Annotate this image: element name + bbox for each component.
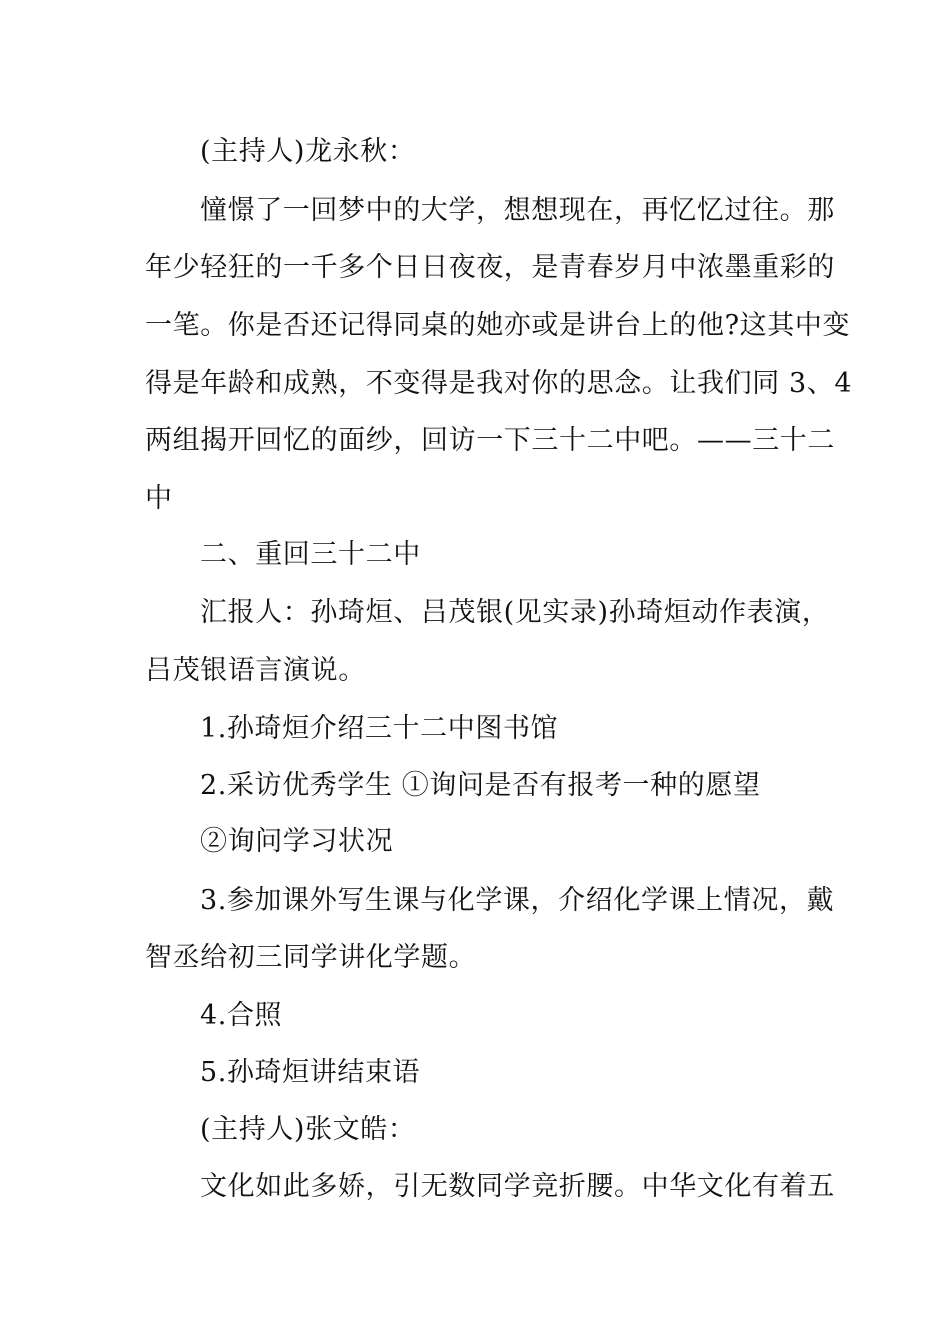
paragraph-line: 吕茂银语言演说。 (145, 655, 366, 686)
host-heading-zhang-wenhao: (主持人)张文皓： (200, 1114, 416, 1145)
section-heading: 二、重回三十二中 (200, 539, 421, 570)
paragraph-line: 年少轻狂的一千多个日日夜夜，是青春岁月中浓墨重彩的 (145, 252, 835, 283)
list-item: 2.采访优秀学生 ①询问是否有报考一种的愿望 (200, 770, 761, 801)
list-item: 5.孙琦烜讲结束语 (200, 1057, 421, 1088)
list-item: 1.孙琦烜介绍三十二中图书馆 (200, 713, 559, 744)
paragraph-line: 汇报人：孙琦烜、吕茂银(见实录)孙琦烜动作表演， (200, 597, 830, 628)
list-item: 3.参加课外写生课与化学课，介绍化学课上情况，戴 (200, 885, 835, 916)
paragraph-line: 一笔。你是否还记得同桌的她亦或是讲台上的他?这其中变 (145, 310, 851, 341)
paragraph-line: 两组揭开回忆的面纱，回访一下三十二中吧。——三十二 (145, 425, 835, 456)
paragraph-line: 憧憬了一回梦中的大学，想想现在，再忆忆过往。那 (200, 195, 835, 226)
list-item: ②询问学习状况 (200, 826, 394, 857)
paragraph-line: 得是年龄和成熟，不变得是我对你的思念。让我们同 3、4 (145, 368, 853, 399)
paragraph-line: 智丞给初三同学讲化学题。 (145, 942, 477, 973)
list-item: 4.合照 (200, 1000, 283, 1031)
host-heading-long-yongqiu: (主持人)龙永秋： (200, 136, 416, 167)
paragraph-line: 中 (145, 483, 173, 514)
paragraph-line: 文化如此多娇，引无数同学竞折腰。中华文化有着五 (200, 1171, 835, 1202)
